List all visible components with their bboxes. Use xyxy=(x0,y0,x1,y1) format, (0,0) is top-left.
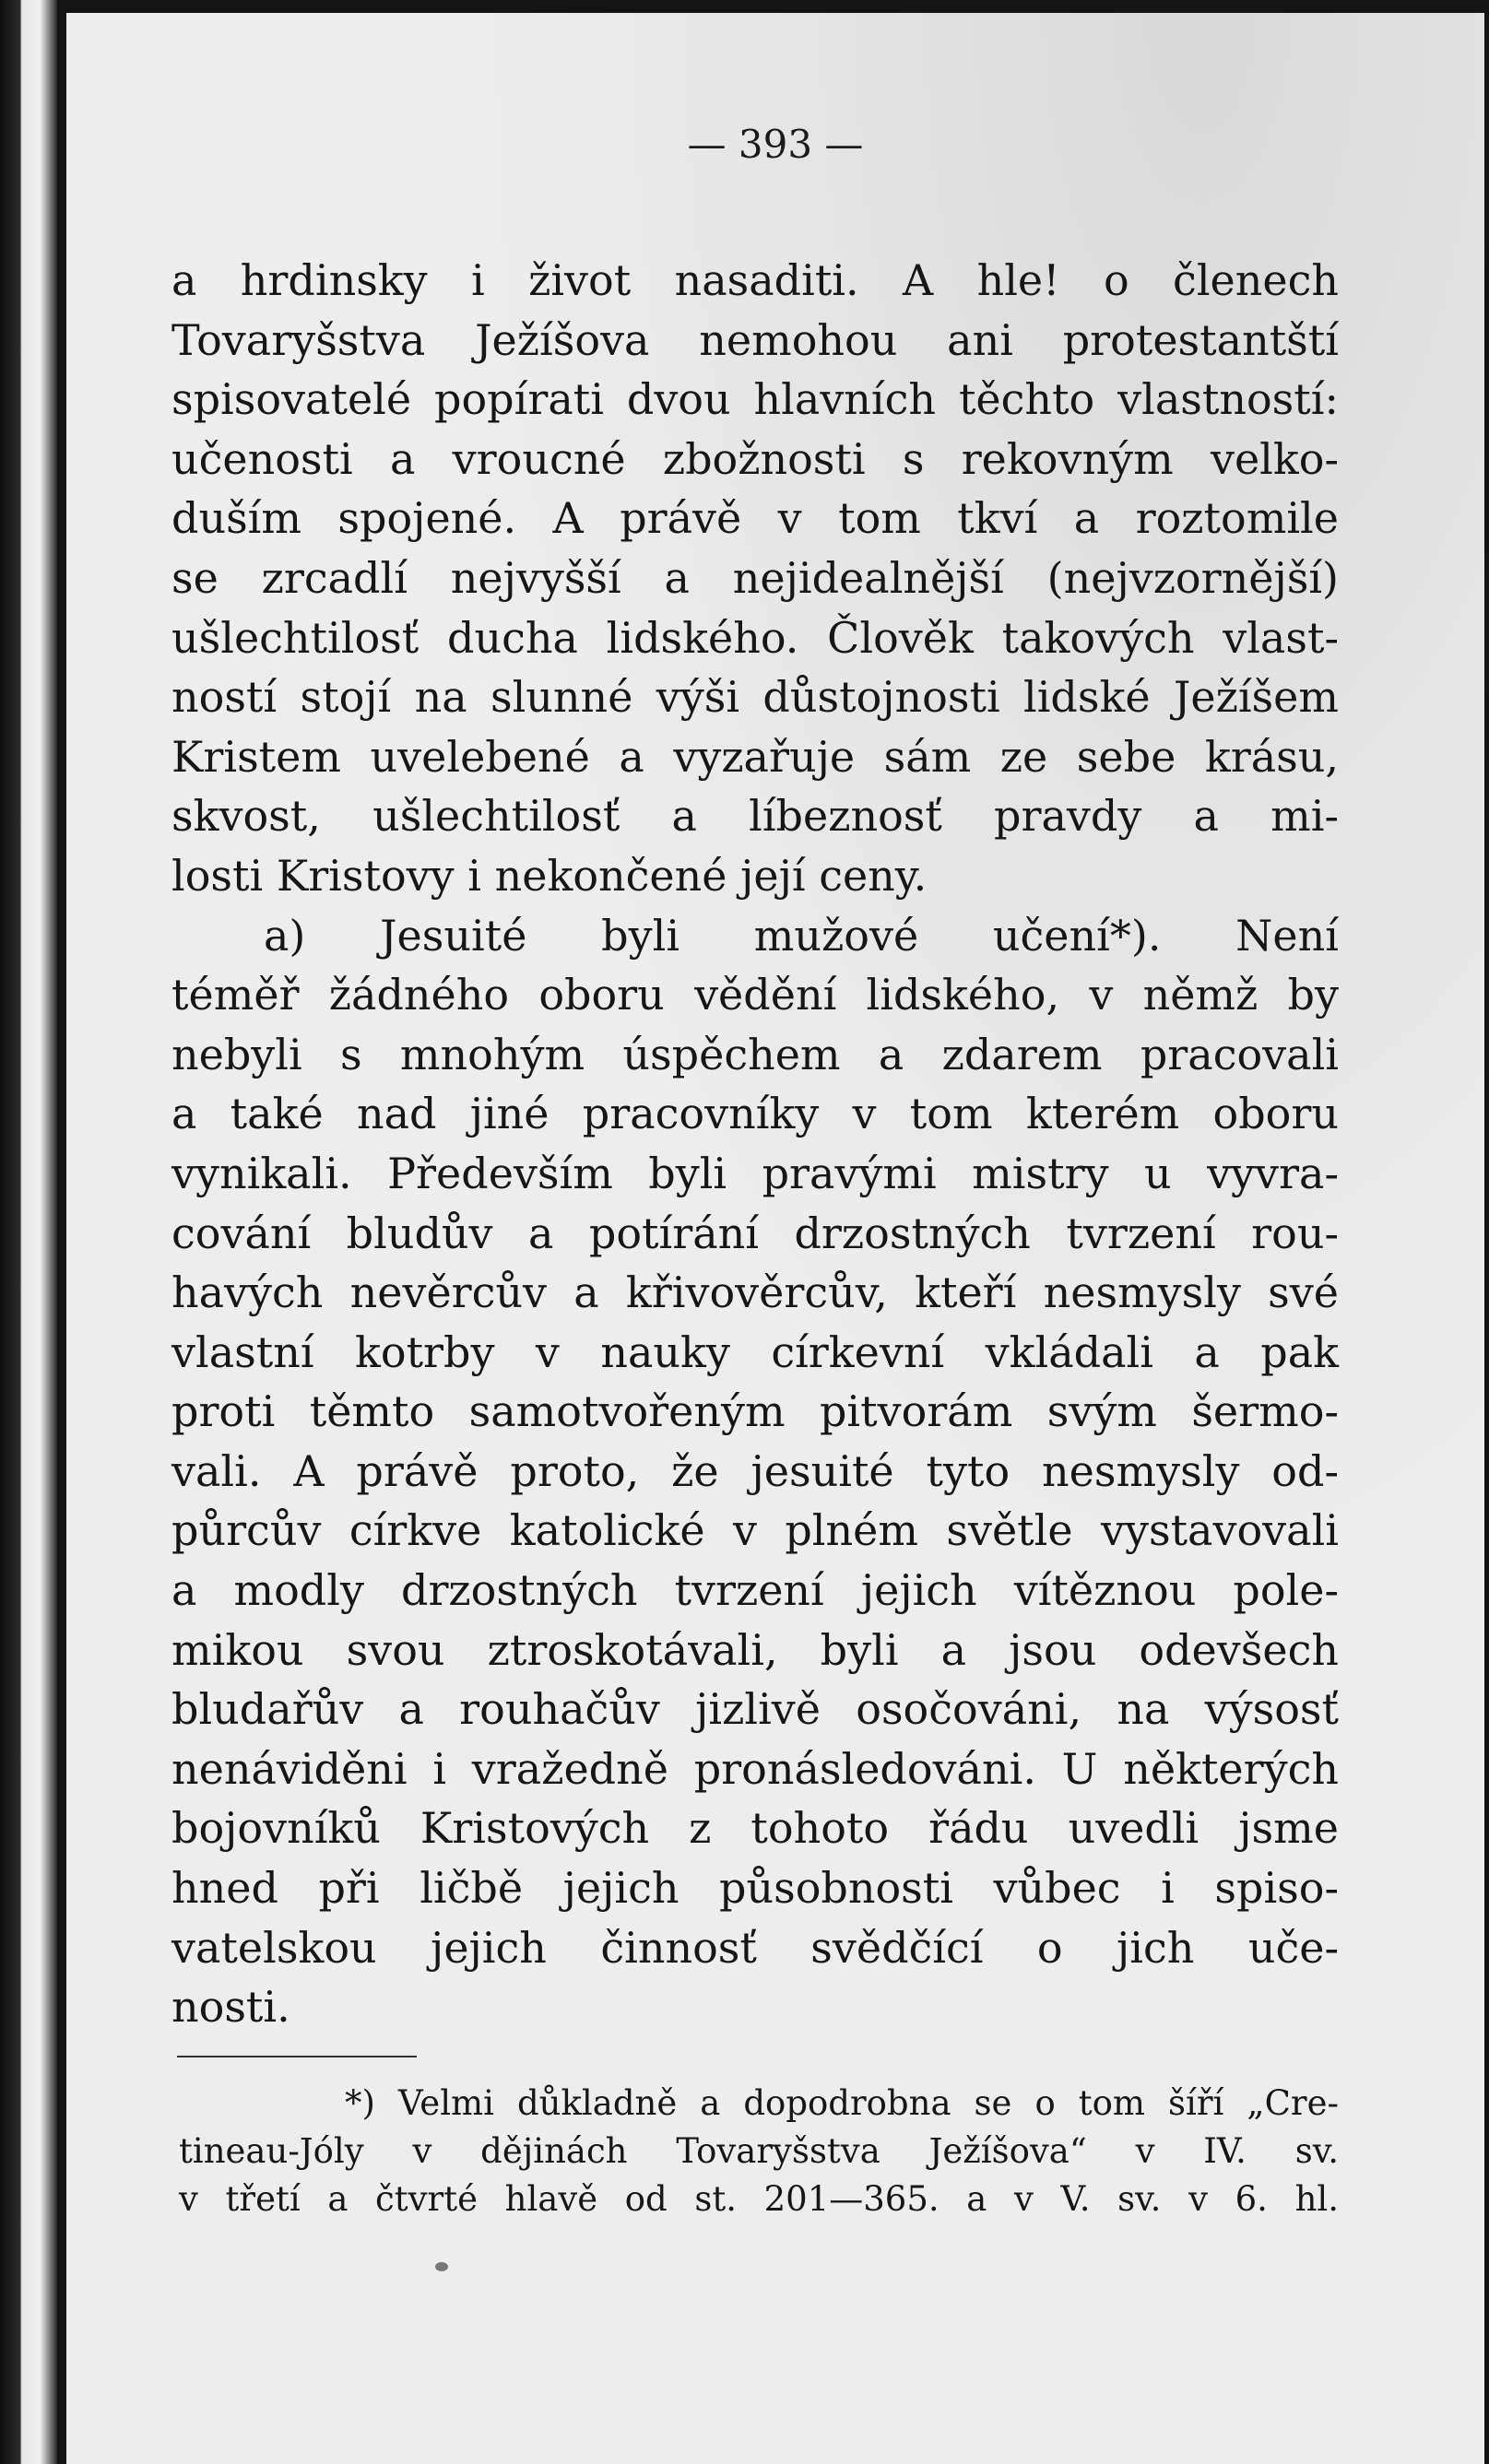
text-line: losti Kristovy i nekončené její ceny. xyxy=(171,850,928,901)
section-heading-line: a) Jesuité byli mužové učení*). Není xyxy=(264,910,1339,961)
text-line: téměř žádného oboru vědění lidského, v němž by xyxy=(171,970,1339,1020)
text-line: spisovatelé popírati dvou hlavních těchto vlastností: xyxy=(171,374,1339,425)
footnote-line: *) Velmi důkladně a dopodrobna se o tom šíří „Cre- xyxy=(345,2083,1339,2123)
text-line: se zrcadlí nejvyšší a nejidealnější (nejvzornější) xyxy=(171,552,1339,603)
text-line: a hrdinsky i život nasaditi. A hle! o členech xyxy=(171,255,1339,305)
footnote xyxy=(179,2080,1339,2223)
text-line: cování bludův a potírání drzostných tvrzení rou- xyxy=(171,1208,1339,1258)
text-line: Tovaryšstva Ježíšova nemohou ani protestantští xyxy=(171,314,1339,365)
text-line: bludařův a rouhačův jizlivě osočováni, na výsosť xyxy=(171,1684,1339,1735)
footnote-divider xyxy=(177,2056,417,2057)
text-line: nenáviděni i vražedně pronásledováni. U některých xyxy=(171,1743,1339,1794)
text-line: duším spojené. A právě v tom tkví a roztomile xyxy=(171,493,1339,544)
text-line: mikou svou ztroskotávali, byli a jsou odevšech xyxy=(171,1624,1339,1675)
text-line: ností stojí na slunné výši důstojnosti lidské Ježíšem xyxy=(171,672,1339,723)
text-line: proti těmto samotvořeným pitvorám svým šermo- xyxy=(171,1386,1339,1437)
text-line: Kristem uvelebené a vyzařuje sám ze sebe krásu, xyxy=(171,731,1339,782)
text-line: a také nad jiné pracovníky v tom kterém oboru xyxy=(171,1089,1339,1139)
footnote-line: tineau-Jóly v dějinách Tovaryšstva Ježíšova“ v IV. sv. xyxy=(179,2131,1339,2171)
text-line: půrcův církve katolické v plném světle vystavovali xyxy=(171,1505,1339,1556)
main-text xyxy=(171,251,1339,2037)
text-line: vlastní kotrby v nauky církevní vkládali a pak xyxy=(171,1326,1339,1377)
text-line: hned při ličbě jejich působnosti vůbec i spiso- xyxy=(171,1863,1339,1914)
text-line: bojovníků Kristových z tohoto řádu uvedli jsme xyxy=(171,1803,1339,1854)
text-line: ušlechtilosť ducha lidského. Člověk takových vlast- xyxy=(171,612,1339,663)
text-line: vynikali. Především byli pravými mistry u vyvra- xyxy=(171,1148,1339,1198)
footnote-line: v třetí a čtvrté hlavě od st. 201—365. a v V. sv. v 6. hl. xyxy=(179,2179,1339,2219)
text-line: a modly drzostných tvrzení jejich vítěznou pole- xyxy=(171,1565,1339,1616)
text-line: vatelskou jejich činnosť svědčící o jich uče- xyxy=(171,1922,1339,1973)
text-line: vali. A právě proto, že jesuité tyto nesmysly od- xyxy=(171,1445,1339,1496)
text-line: havých nevěrcův a křivověrcův, kteří nesmysly své xyxy=(171,1267,1339,1318)
text-line: učenosti a vroucné zbožnosti s rekovným velko- xyxy=(171,433,1339,484)
text-line: nebyli s mnohým úspěchem a zdarem pracovali xyxy=(171,1029,1339,1079)
book-spine-edge xyxy=(0,0,57,2464)
text-line: nosti. xyxy=(171,1982,290,2033)
ink-speck xyxy=(435,2262,448,2271)
text-line: skvost, ušlechtilosť a líbeznosť pravdy a mi- xyxy=(171,791,1339,842)
book-page xyxy=(66,13,1484,2464)
page-number: — 393 — xyxy=(687,122,864,167)
